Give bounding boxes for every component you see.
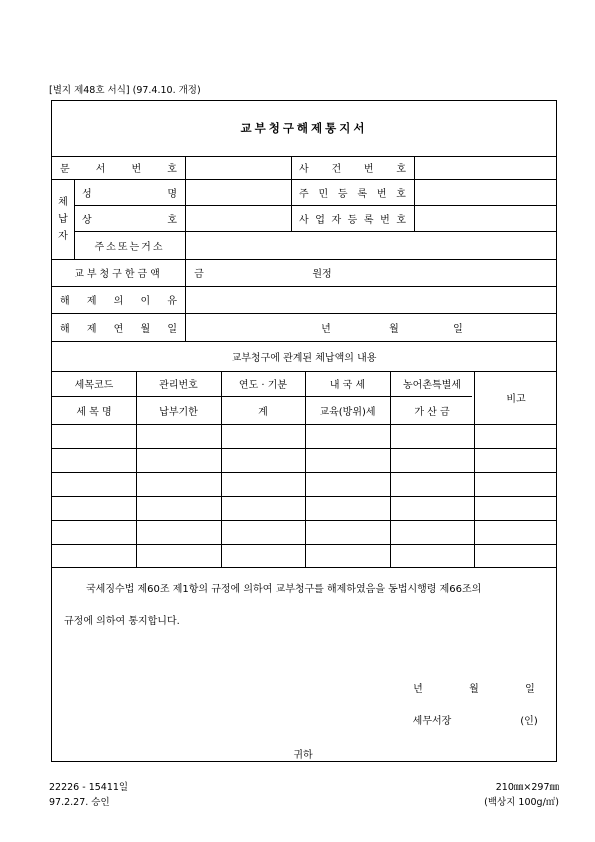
cancel-date-label: 해 제 연 월 일: [60, 323, 177, 335]
form-code: 22226 - 15411일: [49, 782, 129, 793]
notice-form: [51, 100, 557, 762]
header-rural-tax: 농어촌특별세: [403, 380, 461, 391]
notice-month: 월: [469, 683, 479, 695]
footer-right: [484, 780, 559, 810]
amount-prefix: 금: [194, 269, 204, 280]
table-line: [52, 424, 556, 425]
col-line: [185, 156, 186, 341]
form-title: 교부청구해제통지서: [52, 101, 556, 157]
case-number-label: 사 건 번 호: [299, 164, 406, 175]
table-line: [52, 567, 556, 568]
table-line: [52, 496, 556, 497]
table-line: [52, 520, 556, 521]
header-management-no: 관리번호: [159, 380, 198, 391]
amount-label: 교부청구한금액: [74, 269, 163, 280]
header-year-period: 연도 · 기분: [238, 380, 288, 391]
header-due-date: 납부기한: [159, 406, 198, 418]
col-line: [414, 156, 415, 231]
form-number-label: [별지 제48호 서식] (97.4.10. 개정): [49, 85, 201, 96]
section-title: 교부청구에 관계된 체납액의 내용: [231, 352, 377, 364]
resident-number-label: 주 민 등 록 번 호: [299, 188, 406, 200]
trade-name-label: 상 호: [82, 214, 177, 226]
seal-mark: (인): [520, 715, 538, 727]
header-domestic-tax: 내 국 세: [329, 380, 366, 391]
business-number-label: 사 업 자 등 록 번 호: [299, 214, 406, 226]
table-line: [52, 544, 556, 545]
reason-label: 해 제 의 이 유: [60, 296, 177, 307]
addressee: 귀하: [293, 749, 313, 761]
date-year: 년: [321, 323, 331, 335]
header-tax-item: 세 목 명: [76, 406, 112, 418]
signer-title: 세무서장: [412, 715, 452, 727]
header-total: 계: [258, 406, 268, 418]
notice-day: 일: [525, 683, 535, 695]
table-line: [52, 448, 556, 449]
header-penalty: 가 산 금: [414, 406, 450, 418]
notice-line-2: 규정에 의하여 통지합니다.: [64, 616, 180, 627]
paper-type: (백상지 100g/㎡): [484, 797, 559, 808]
delinquent-label: 체 납 자: [58, 196, 68, 242]
notice-year: 년: [413, 683, 423, 695]
table-line: [52, 472, 556, 473]
date-month: 월: [389, 323, 399, 335]
header-remarks: 비고: [506, 394, 526, 405]
doc-number-label: 문 서 번 호: [60, 164, 177, 175]
approval-date: 97.2.27. 승인: [49, 797, 110, 808]
amount-unit: 원정: [312, 269, 332, 280]
date-day: 일: [453, 323, 463, 335]
footer-left: [49, 780, 128, 810]
header-education-tax: 교육(방위)세: [319, 406, 376, 418]
paper-size: 210㎜×297㎜: [495, 782, 559, 793]
address-label: 주소또는거소: [94, 241, 165, 253]
notice-line-1: 국세징수법 제60조 제1항의 규정에 의하여 교부청구를 해제하였음을 동법시행령 제66조의: [86, 584, 482, 595]
name-label: 성 명: [82, 188, 177, 200]
header-tax-code: 세목코드: [74, 380, 114, 391]
